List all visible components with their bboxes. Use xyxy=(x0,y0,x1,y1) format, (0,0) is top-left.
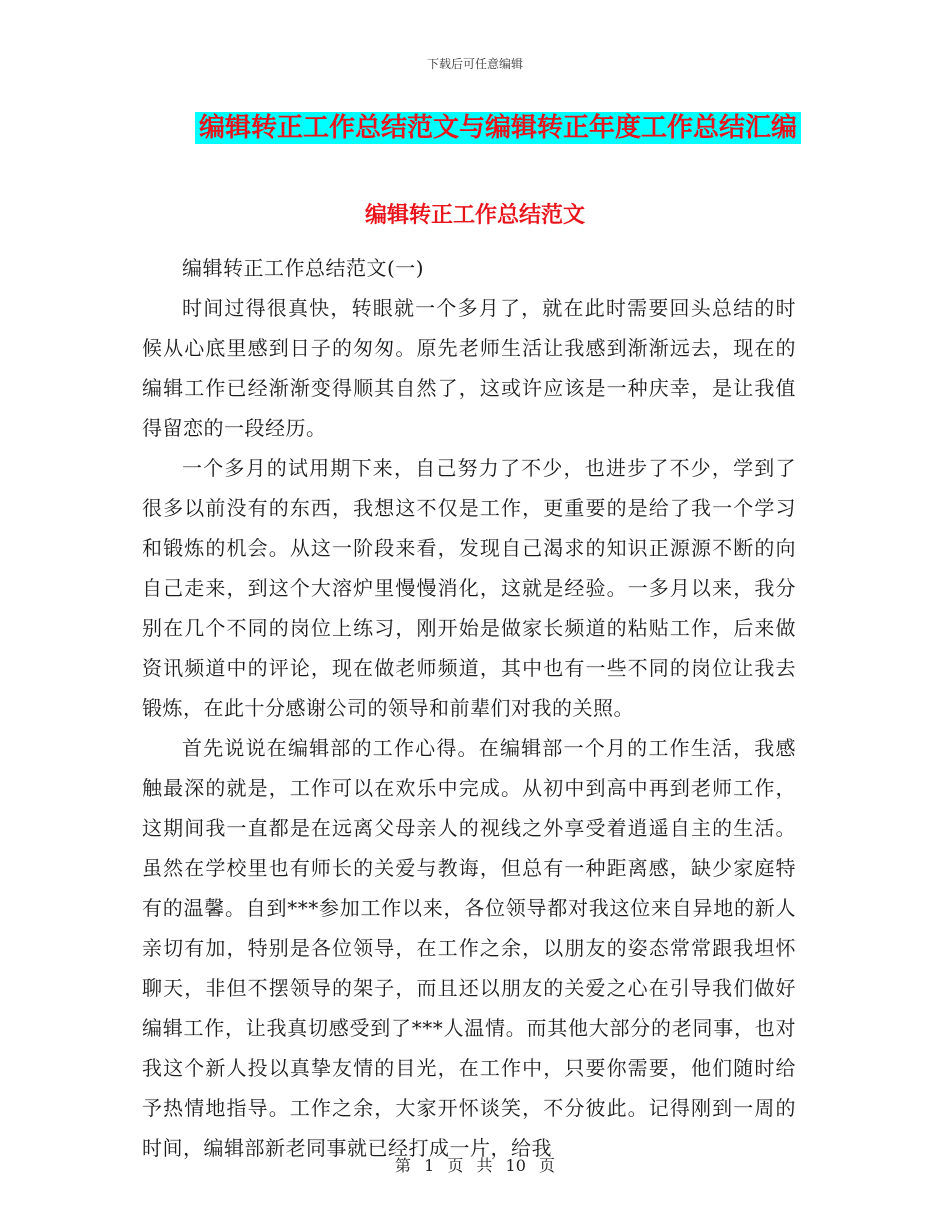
document-body xyxy=(142,248,796,1168)
paragraph: 编辑转正工作总结范文(一) xyxy=(182,256,425,280)
section-title: 编辑转正工作总结范文 xyxy=(364,203,585,228)
paragraph: 一个多月的试用期下来，自己努力了不少，也进步了不少，学到了很多以前没有的东西，我想这不仅是工作，更重要的是给了我一个学习和锻炼的机会。从这一阶段来看，发现自己渴求的知识正源源不断的向自己走来，到这个大溶炉里慢慢消化，这就是经验。一多月以来，我分别在几个不同的岗位上练习，刚开始是做家长频道的粘贴工作，后来做资讯频道中的评论，现在做老师频道，其中也有一些不同的岗位让我去锻炼，在此十分感谢公司的领导和前辈们对我的关照。 xyxy=(142,456,796,720)
page-footer: 第 1 页 共 10 页 xyxy=(395,1156,555,1175)
document-title: 编辑转正工作总结范文与编辑转正年度工作总结汇编 xyxy=(195,112,801,144)
paragraph: 时间过得很真快，转眼就一个多月了，就在此时需要回头总结的时候从心底里感到日子的匆匆。原先老师生活让我感到渐渐远去，现在的编辑工作已经渐渐变得顺其自然了，这或许应该是一种庆幸，是让我值得留恋的一段经历。 xyxy=(142,296,796,440)
header-note: 下载后可任意编辑 xyxy=(426,57,523,71)
paragraph: 首先说说在编辑部的工作心得。在编辑部一个月的工作生活，我感触最深的就是，工作可以在欢乐中完成。从初中到高中再到老师工作，这期间我一直都是在远离父母亲人的视线之外享受着逍遥自主的生活。虽然在学校里也有师长的关爱与教诲，但总有一种距离感，缺少家庭特有的温馨。自到***参加工作以来，各位领导都对我这位来自异地的新人亲切有加，特别是各位领导，在工作之余，以朋友的姿态常常跟我坦怀聊天，非但不摆领导的架子，而且还以朋友的关爱之心在引导我们做好编辑工作，让我真切感受到了***人温情。而其他大部分的老同事，也对我这个新人投以真挚友情的目光，在工作中，只要你需要，他们随时给予热情地指导。工作之余，大家开怀谈笑，不分彼此。记得刚到一周的时间，编辑部新老同事就已经打成一片，给我 xyxy=(142,736,796,1160)
